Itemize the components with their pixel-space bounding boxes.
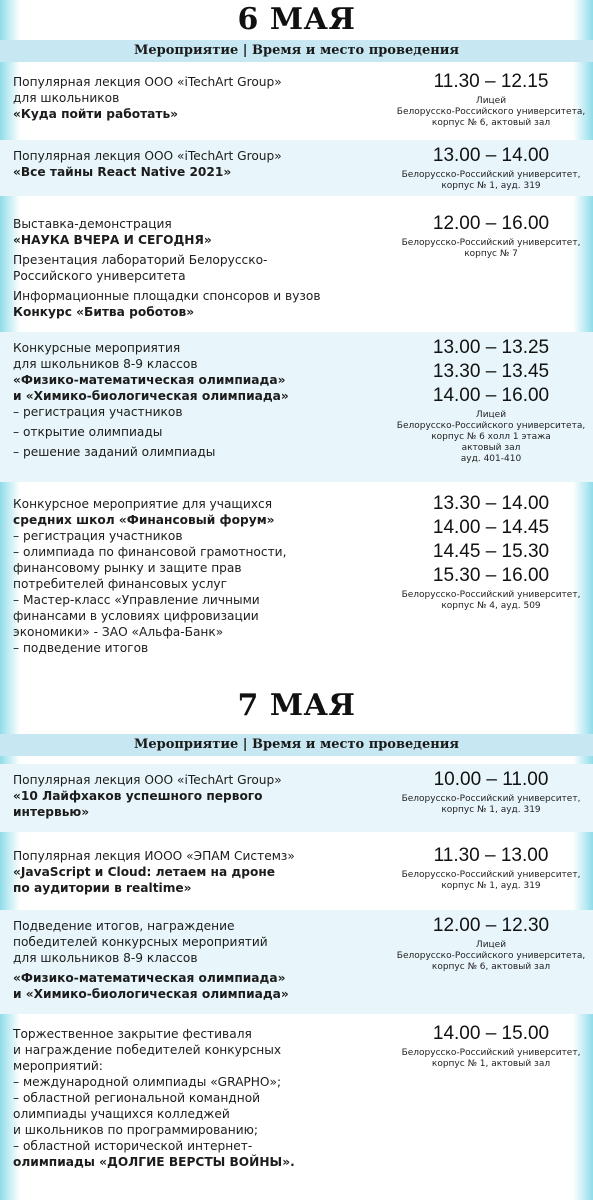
event-location (395, 410, 587, 465)
event-text-line: – регистрация участников (13, 405, 183, 419)
event-location (395, 238, 587, 260)
event-time: 14.00 – 16.00 (432, 385, 550, 406)
event-text-line: и награждение победителей конкурсных (13, 1043, 282, 1057)
event-title-line: Конкурс «Битва роботов» (13, 305, 195, 319)
event-text-line: Конкурсное мероприятие для учащихся (13, 497, 273, 511)
event-location-line: Белорусско-Российский университет, (401, 238, 581, 248)
event-description (13, 74, 383, 122)
event-time: 14.00 – 15.00 (432, 1023, 550, 1044)
event-time-place (395, 914, 587, 973)
event-text-line: потребителей финансовых услуг (13, 577, 227, 591)
event-time: 15.30 – 16.00 (432, 565, 550, 586)
event-time: 13.00 – 14.00 (432, 145, 550, 166)
event-location-line: корпус № 6, актовый зал (431, 962, 551, 972)
event-text-line: Популярная лекция ООО «iTechArt Group» (13, 149, 282, 163)
event-text-line: для школьников (13, 91, 120, 105)
event-text-line: – подведение итогов (13, 641, 149, 655)
event-text-line: мероприятий: (13, 1059, 103, 1073)
event-time: 11.30 – 12.15 (433, 71, 549, 92)
event-time: 14.45 – 15.30 (432, 541, 550, 562)
event-text-line: для школьников 8-9 классов (13, 357, 198, 371)
event-location-line: Белорусско-Российского университета, (396, 107, 586, 117)
event-description (13, 918, 383, 1002)
event-text-line: Презентация лабораторий Белорусско- (13, 253, 268, 267)
event-location-line: корпус № 6 холл 1 этажа (431, 432, 551, 442)
event-title-line: «Физико-математическая олимпиада» (13, 971, 286, 985)
event-row (0, 1018, 593, 1194)
event-location-line: корпус № 1, ауд. 319 (441, 881, 541, 891)
event-time-place (395, 144, 587, 192)
event-location (395, 870, 587, 892)
event-location-line: Лицей (475, 96, 507, 106)
event-description (13, 848, 383, 896)
event-description (13, 772, 383, 820)
event-text-line: Российского университета (13, 269, 186, 283)
event-location-line: Белорусско-Российского университета, (396, 951, 586, 961)
event-text-line: Торжественное закрытие фестиваля (13, 1027, 252, 1041)
event-time-place (395, 844, 587, 892)
event-location-line: корпус № 1, актовый зал (431, 1059, 551, 1069)
event-location-line: корпус № 1, ауд. 319 (441, 181, 541, 191)
event-text-line: – решение заданий олимпиады (13, 445, 216, 459)
event-location-line: Белорусско-Российский университет, (401, 794, 581, 804)
column-header-separator: | (238, 43, 253, 58)
event-text-line: Популярная лекция ООО «iTechArt Group» (13, 75, 282, 89)
event-text-line: – открытие олимпиады (13, 425, 163, 439)
event-title-line: интервью» (13, 805, 90, 819)
event-text-line: финансами в условиях цифровизации (13, 609, 259, 623)
event-text-line: – Мастер-класс «Управление личными (13, 593, 260, 607)
event-time-place (395, 768, 587, 816)
event-description (13, 216, 383, 320)
event-description (13, 148, 383, 180)
event-text-line: олимпиады учащихся колледжей (13, 1107, 230, 1121)
event-text-line: – международной олимпиады «GRAPHO»; (13, 1075, 282, 1089)
column-header-separator: | (238, 737, 253, 752)
event-title-line: «Физико-математическая олимпиада» (13, 373, 286, 387)
event-text-line: – областной исторической интернет- (13, 1139, 253, 1153)
event-location-line: Лицей (475, 410, 507, 420)
event-time-place (395, 70, 587, 129)
event-row (0, 840, 593, 906)
event-location (395, 1048, 587, 1070)
event-time: 10.00 – 11.00 (433, 769, 549, 790)
event-title-line: по аудитории в realtime» (13, 881, 192, 895)
event-location-line: Белорусско-Российского университета, (396, 421, 586, 431)
event-location-line: Лицей (475, 940, 507, 950)
event-text-line: финансовому рынку и защите прав (13, 561, 242, 575)
event-time: 13.00 – 13.25 (432, 337, 550, 358)
event-location (395, 940, 587, 973)
event-title-line: олимпиады «ДОЛГИЕ ВЕРСТЫ ВОЙНЫ». (13, 1155, 295, 1169)
event-title-line: «НАУКА ВЧЕРА И СЕГОДНЯ» (13, 233, 212, 247)
column-header-bar (0, 40, 593, 62)
event-location (395, 96, 587, 129)
event-text-line: Конкурсные мероприятия (13, 341, 181, 355)
event-location-line: Белорусско-Российский университет, (401, 870, 581, 880)
event-row (0, 910, 593, 1014)
event-title-line: «Все тайны React Native 2021» (13, 165, 232, 179)
event-location-line: Белорусско-Российский университет, (401, 170, 581, 180)
event-time-place (395, 1022, 587, 1070)
event-time: 14.00 – 14.45 (432, 517, 550, 538)
event-location-line: Белорусско-Российский университет, (401, 1048, 581, 1058)
event-location (395, 590, 587, 612)
event-location-line: Белорусско-Российский университет, (401, 590, 581, 600)
day-title-may-7: 7 МАЯ (237, 688, 356, 723)
event-time: 13.30 – 14.00 (432, 493, 550, 514)
event-location-line: актовый зал (461, 443, 521, 453)
event-text-line: – областной региональной командной (13, 1091, 261, 1105)
event-time: 11.30 – 13.00 (433, 845, 549, 866)
event-text-line: – олимпиада по финансовой грамотности, (13, 545, 287, 559)
event-title-line: «10 Лайфхаков успешного первого (13, 789, 263, 803)
event-title-line: «JavaScript и Cloud: летаем на дроне (13, 865, 276, 879)
event-title-line: и «Химико-биологическая олимпиада» (13, 987, 289, 1001)
event-row (0, 488, 593, 678)
event-text-line: победителей конкурсных мероприятий (13, 935, 268, 949)
event-row (0, 66, 593, 136)
event-description (13, 496, 383, 656)
event-row (0, 140, 593, 196)
event-text-line: Популярная лекция ИООО «ЭПАМ Системз» (13, 849, 295, 863)
day-title-may-6: 6 МАЯ (237, 2, 356, 37)
event-row (0, 764, 593, 832)
event-description (13, 340, 383, 460)
event-time: 13.30 – 13.45 (432, 361, 550, 382)
event-time-place (395, 336, 587, 465)
column-header-bar (0, 734, 593, 756)
event-time: 12.00 – 12.30 (432, 915, 550, 936)
event-time: 12.00 – 16.00 (432, 213, 550, 234)
event-text-line: и школьников по программированию; (13, 1123, 258, 1137)
event-time-place (395, 212, 587, 260)
event-text-line: Подведение итогов, награждение (13, 919, 235, 933)
column-header-event: Мероприятие (134, 737, 239, 752)
event-row (0, 332, 593, 482)
event-row (0, 208, 593, 328)
event-description (13, 1026, 383, 1170)
event-text-line: Популярная лекция ООО «iTechArt Group» (13, 773, 282, 787)
column-header-time-place: Время и место проведения (252, 737, 459, 752)
event-location (395, 794, 587, 816)
event-location-line: корпус № 7 (464, 249, 518, 259)
event-title-line: и «Химико-биологическая олимпиада» (13, 389, 289, 403)
event-text-line: Выставка-демонстрация (13, 217, 172, 231)
event-location-line: корпус № 1, ауд. 319 (441, 805, 541, 815)
event-title-line: «Куда пойти работать» (13, 107, 179, 121)
column-header-time-place: Время и место проведения (252, 43, 459, 58)
event-location-line: корпус № 4, ауд. 509 (441, 601, 541, 611)
event-text-line: экономики» - ЗАО «Альфа-Банк» (13, 625, 224, 639)
event-text-line: – регистрация участников (13, 529, 183, 543)
event-location (395, 170, 587, 192)
event-text-line: для школьников 8-9 классов (13, 951, 198, 965)
event-title-line: средних школ «Финансовый форум» (13, 513, 275, 527)
event-location-line: ауд. 401-410 (460, 454, 522, 464)
event-text-line: Информационные площадки спонсоров и вузов (13, 289, 321, 303)
column-header-event: Мероприятие (134, 43, 239, 58)
event-time-place (395, 492, 587, 612)
event-location-line: корпус № 6, актовый зал (431, 118, 551, 128)
